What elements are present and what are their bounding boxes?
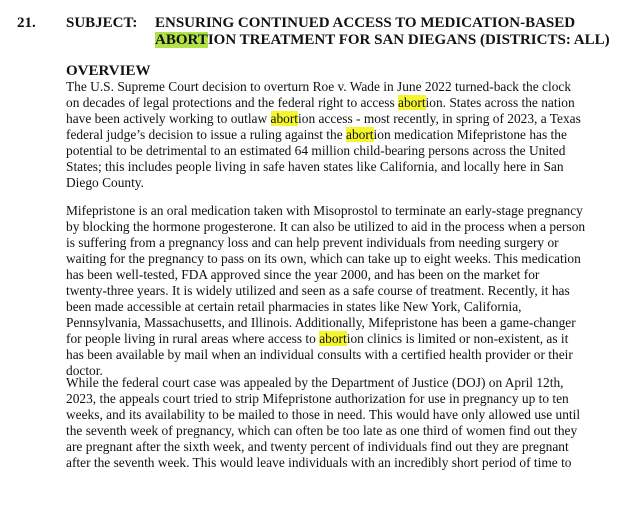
paragraph-line: twenty-three years. It is widely utilized and seen as a safe course of treatment. Recently, it has — [66, 283, 570, 298]
paragraph-line: for people living in rural areas where access to abortion clinics is limited or non-existent, as it — [66, 331, 569, 346]
search-highlight: abort — [398, 95, 426, 110]
paragraph-line: The U.S. Supreme Court decision to overturn Roe v. Wade in June 2022 turned-back the clock — [66, 79, 572, 94]
paragraph-line: on decades of legal protections and the federal right to access abortion. States across the nation — [66, 95, 575, 110]
paragraph-line: after the seventh week. This would leave individuals with an incredibly short period of time to — [66, 455, 572, 470]
subject-line-2-rest: ION TREATMENT FOR SAN DIEGANS (DISTRICTS: ALL) — [207, 32, 610, 48]
paragraph-line: are pregnant after the sixth week, and twenty percent of individuals find out they are pregnant — [66, 439, 569, 454]
subject-line-2 — [155, 32, 625, 49]
paragraph-line: 2023, the appeals court tried to strip Mifepristone authorization for use in pregnancy up to ten — [66, 391, 569, 406]
search-highlight: abort — [270, 111, 299, 126]
paragraph-line: has been well-tested, FDA approved since the year 2000, and has been on the market for — [66, 267, 540, 282]
paragraph-line: have been actively working to outlaw abortion access - most recently, in spring of 2023, a Texas — [66, 111, 581, 126]
subject-label: SUBJECT: — [66, 15, 138, 31]
paragraph-line: States; this includes people living in safe haven states like California, and locally here in San — [66, 159, 564, 174]
paragraph-line: the seventh week of pregnancy, which can often be too late as one third of women find out they — [66, 423, 578, 438]
overview-heading: OVERVIEW — [66, 63, 151, 79]
paragraph-line: Diego County. — [66, 175, 144, 190]
paragraph-line: is suffering from a pregnancy loss and can help prevent individuals from needing surgery or — [66, 235, 559, 250]
paragraph-line: been made accessible at certain retail pharmacies in states like New York, California, — [66, 299, 522, 314]
search-highlight: ABORT — [155, 32, 208, 48]
paragraph-line: doctor. — [66, 363, 103, 378]
paragraph-line: Pennsylvania, Massachusetts, and Illinois. Additionally, Mifepristone has been a game-changer — [66, 315, 576, 330]
search-highlight: abort — [319, 331, 347, 346]
paragraph-line: Mifepristone is an oral medication taken with Misoprostol to terminate an early-stage pregnancy — [66, 203, 583, 218]
subject-line-1: ENSURING CONTINUED ACCESS TO MEDICATION-BASED — [155, 15, 576, 31]
paragraph-line: waiting for the pregnancy to pass on its own, which can take up to eight weeks. This medication — [66, 251, 581, 266]
search-highlight: abort — [346, 127, 374, 142]
paragraph-line: federal judge’s decision to issue a ruling against the abortion medication Mifepristone has the — [66, 127, 567, 142]
paragraph-line: by blocking the hormone progesterone. It can also be utilized to aid in the process when a person — [66, 219, 586, 234]
paragraph-line: While the federal court case was appealed by the Department of Justice (DOJ) on April 12th, — [66, 375, 564, 390]
paragraph-line: has been available by mail when an individual consults with a certified health provider or their — [66, 347, 573, 362]
paragraph-line: potential to be detrimental to an estimated 64 million child-bearing persons across the United — [66, 143, 566, 158]
paragraph-line: weeks, and its availability to be mailed to those in need. This would have only allowed use until — [66, 407, 581, 422]
item-number: 21. — [17, 15, 36, 31]
subject-title — [155, 15, 625, 49]
